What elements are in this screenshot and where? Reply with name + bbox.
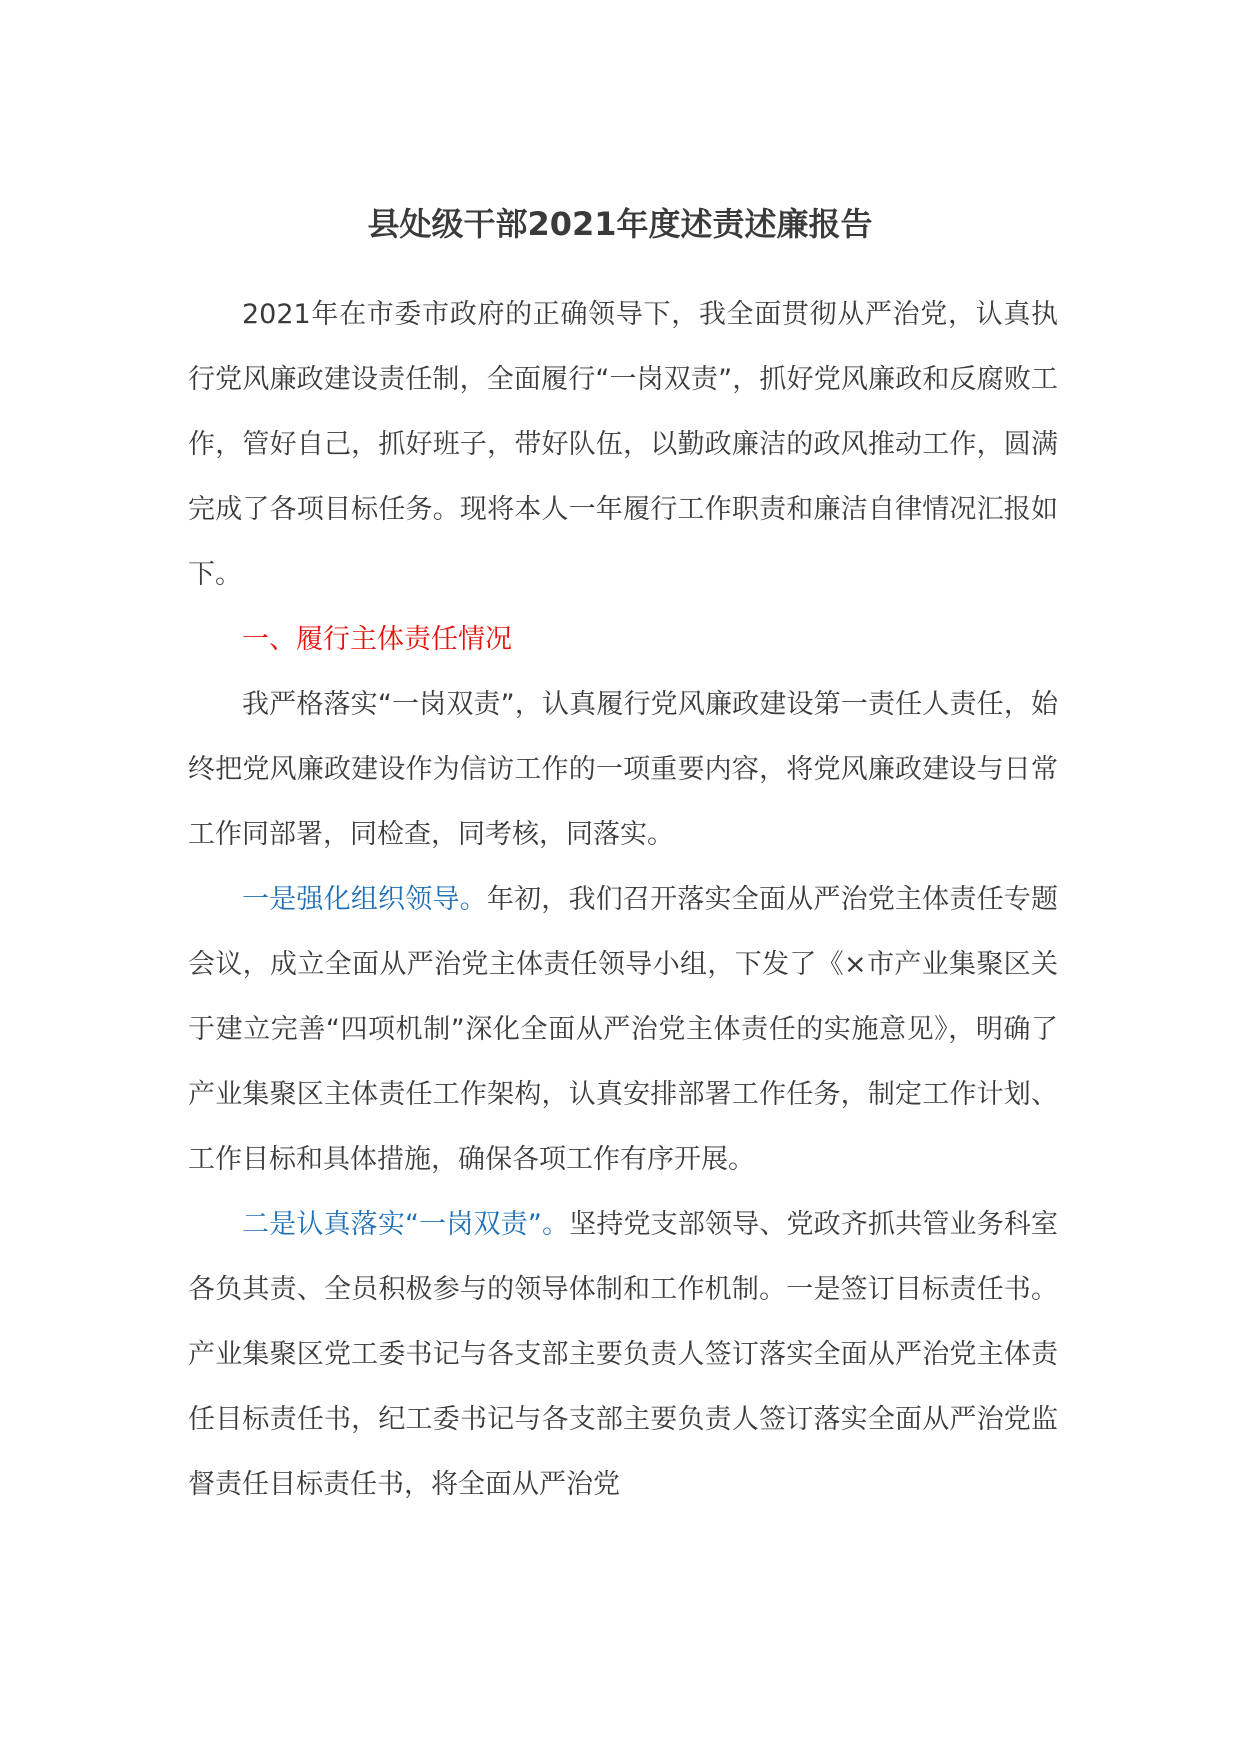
- point-1-lead: 一是强化组织领导。: [242, 884, 487, 915]
- paragraph-point-2: [188, 1192, 1058, 1517]
- point-2-body: 坚持党支部领导、党政齐抓共管业务科室各负其责、全员积极参与的领导体制和工作机制。一是签订目标责任书。产业集聚区党工委书记与各支部主要负责人签订落实全面从严治党主体责任目标责任书，纪工委书记与各支部主要负责人签订落实全面从严治党监督责任目标责任书，将全面从严治党: [188, 1209, 1058, 1500]
- section-heading-1: 一、履行主体责任情况: [242, 624, 512, 655]
- point-1-body: 年初，我们召开落实全面从严治党主体责任专题会议，成立全面从严治党主体责任领导小组，下发了《×市产业集聚区关于建立完善“四项机制”深化全面从严治党主体责任的实施意见》，明确了产业集聚区主体责任工作架构，认真安排部署工作任务，制定工作计划、工作目标和具体措施，确保各项工作有序开展。: [188, 884, 1059, 1175]
- document-title: 县处级干部2021年度述责述廉报告: [367, 205, 873, 243]
- paragraph-intro: 2021年在市委市政府的正确领导下，我全面贯彻从严治党，认真执行党风廉政建设责任制，全面履行“一岗双责”，抓好党风廉政和反腐败工作，管好自己，抓好班子，带好队伍，以勤政廉洁的政风推动工作，圆满完成了各项目标任务。现将本人一年履行工作职责和廉洁自律情况汇报如下。: [188, 299, 1058, 590]
- paragraph-point-1: [188, 867, 1058, 1192]
- document-body: [188, 282, 1058, 1517]
- paragraph-section-1: 我严格落实“一岗双责”，认真履行党风廉政建设第一责任人责任，始终把党风廉政建设作为信访工作的一项重要内容，将党风廉政建设与日常工作同部署，同检查，同考核，同落实。: [188, 689, 1058, 850]
- point-2-lead: 二是认真落实“一岗双责”。: [242, 1209, 570, 1240]
